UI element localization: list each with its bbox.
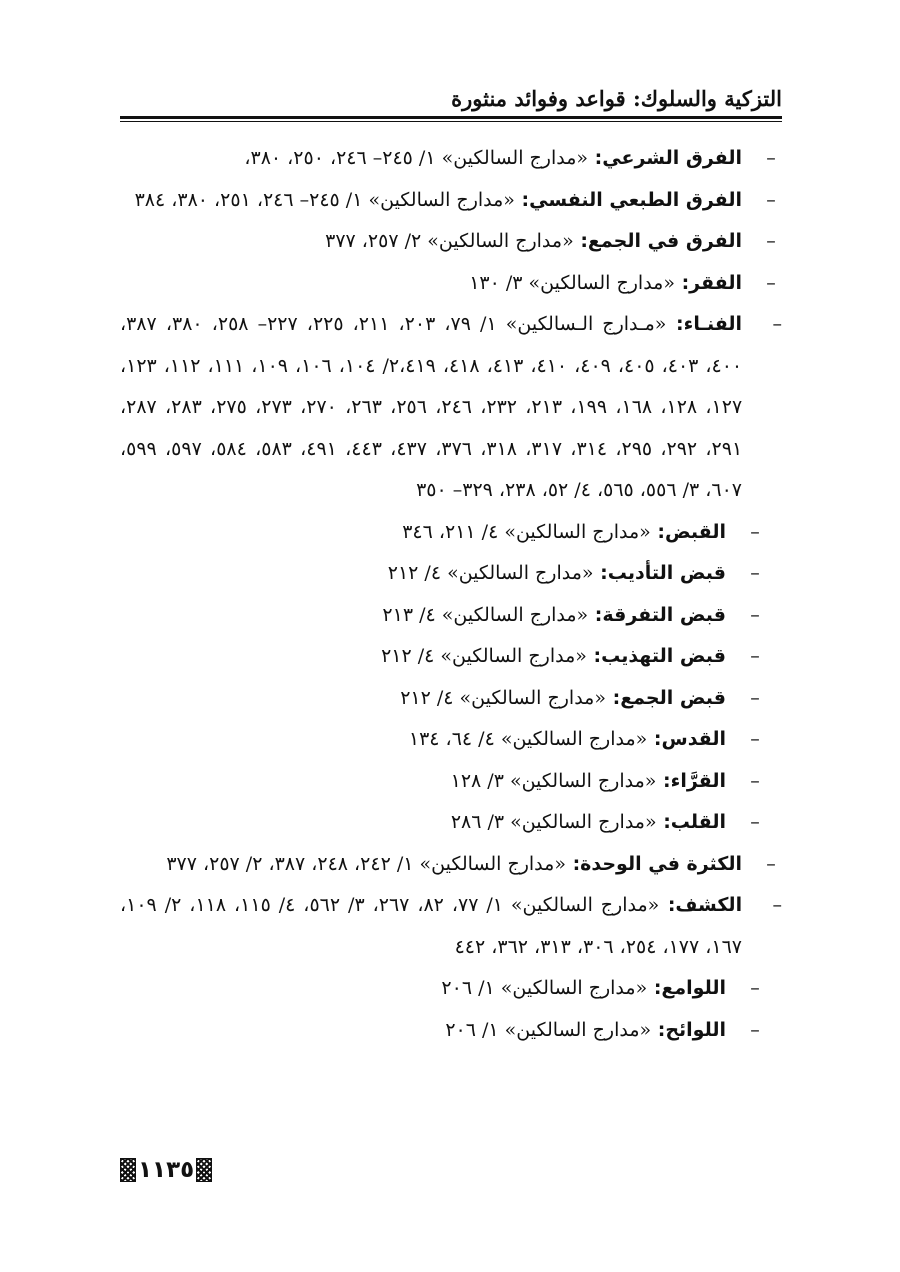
- entry-dash: –: [750, 977, 760, 999]
- entry-references: «مدارج السالكين» ٤/ ٢١٢: [400, 686, 606, 709]
- entry-term: قبض التفرقة:: [588, 603, 726, 626]
- index-entry: [120, 180, 782, 222]
- index-entry: [120, 636, 782, 678]
- entry-dash: –: [766, 271, 776, 294]
- entry-dash: –: [766, 230, 776, 252]
- entry-term: القدس:: [647, 728, 726, 750]
- index-entry: [120, 1010, 782, 1052]
- entry-references: «مدارج السالكين» ١/ ٢٤٥– ٢٤٦، ٢٥١، ٣٨٠، ٣٨٤: [134, 188, 515, 211]
- page-number-block: [120, 1152, 212, 1188]
- entry-references: «مدارج السالكين» ٤/ ٢١٢: [381, 645, 587, 667]
- entry-dash: –: [766, 147, 776, 169]
- entry-term: قبض التهذيب:: [586, 645, 726, 667]
- entry-term: الفرق في الجمع:: [573, 230, 742, 252]
- entry-dash: –: [750, 603, 760, 626]
- index-entry: [120, 885, 782, 968]
- entry-references: «مـدارج الـسالكين» ١/ ٧٩، ٢٠٣، ٢١١، ٢٢٥، ٢٢٧– ٢٥٨، ٣٨٠، ٣٨٧، ٤٠٠، ٤٠٣، ٤٠٥، ٤٠٩، ٤١٠، ٤١٣، ٤١٨، ٢،٤١٩/ ١٠٤، ١٠٦، ١٠٩، ١١١، ١١٢، ١٢٣، ١٢٧، ١٢٨، ١٦٨، ١٩٩، ٢١٣، ٢٣٢، ٢٤٦، ٢٥٦، ٢٦٣، ٢٧٠، ٢٧٣، ٢٧٥، ٢٨٣، ٢٨٧، ٢٩١، ٢٩٢، ٢٩٥، ٣١٤، ٣١٧، ٣١٨، ٣٧٦، ٤٣٧، ٤٤٣، ٤٩١، ٥٨٣، ٥٨٤، ٥٩٧، ٥٩٩، ٦٠٧، ٣/ ٥٥٦، ٥٦٥، ٤/ ٥٢، ٢٣٨، ٣٢٩– ٣٥٠: [120, 313, 743, 501]
- index-entry: [120, 844, 782, 886]
- entry-dash: –: [750, 562, 760, 584]
- header-rule-thin: [120, 121, 782, 122]
- entry-references: «مدارج السالكين» ١/ ٢٤٢، ٢٤٨، ٣٨٧، ٢/ ٢٥٧، ٣٧٧: [166, 852, 566, 875]
- entry-dash: –: [766, 852, 776, 875]
- entry-references: «مدارج السالكين» ١/ ٢٤٥– ٢٤٦، ٢٥٠، ٣٨٠،: [244, 147, 589, 169]
- entry-references: «مدارج السالكين» ١/ ٧٧، ٨٢، ٢٦٧، ٣/ ٥٦٢، ٤/ ١١٥، ١١٨، ٢/ ١٠٩، ١٦٧، ١٧٧، ٢٥٤، ٣٠٦، ٣١٣، ٣٦٢، ٤٤٢: [120, 894, 742, 958]
- index-entry: [120, 304, 782, 512]
- page-number: ١١٣٥: [138, 1157, 195, 1183]
- entry-term: القلب:: [656, 811, 726, 833]
- index-entries: [120, 138, 782, 1051]
- entry-references: «مدارج السالكين» ١/ ٢٠٦: [445, 1018, 652, 1041]
- entry-references: «مدارج السالكين» ٢/ ٢٥٧، ٣٧٧: [325, 230, 574, 252]
- entry-dash: –: [750, 769, 760, 792]
- entry-term: الفرق الشرعي:: [588, 147, 742, 169]
- entry-references: «مدارج السالكين» ٤/ ٢١٣: [382, 603, 589, 626]
- index-entry: [120, 263, 782, 305]
- entry-term: الفرق الطبعي النفسي:: [514, 188, 742, 211]
- entry-dash: –: [750, 728, 760, 750]
- entry-term: القرَّاء:: [656, 769, 726, 792]
- entry-term: القبض:: [650, 520, 726, 543]
- entry-dash: –: [750, 645, 760, 667]
- entry-dash: –: [772, 894, 782, 916]
- page-header: [120, 84, 782, 124]
- header-rule-thick: [120, 116, 782, 119]
- entry-dash: –: [750, 1018, 760, 1041]
- entry-references: «مدارج السالكين» ٣/ ١٢٨: [450, 769, 657, 792]
- entry-dash: –: [750, 686, 760, 709]
- ornament-right-icon: [196, 1158, 212, 1182]
- index-entry: [120, 512, 782, 554]
- entry-term: قبض التأديب:: [593, 562, 726, 584]
- entry-term: اللوائح:: [651, 1018, 726, 1041]
- entry-term: قبض الجمع:: [605, 686, 726, 709]
- entry-dash: –: [750, 811, 760, 833]
- index-entry: [120, 678, 782, 720]
- entry-references: «مدارج السالكين» ٤/ ٢١٢: [387, 562, 594, 584]
- entry-term: الفقر:: [674, 271, 742, 294]
- entry-dash: –: [750, 520, 760, 543]
- index-entry: [120, 802, 782, 844]
- entry-dash: –: [772, 313, 782, 335]
- entry-term: الكشف:: [659, 894, 743, 916]
- index-entry: [120, 719, 782, 761]
- entry-references: «مدارج السالكين» ٤/ ٢١١، ٣٤٦: [402, 520, 651, 543]
- entry-references: «مدارج السالكين» ١/ ٢٠٦: [441, 977, 648, 999]
- entry-term: اللوامع:: [647, 977, 726, 999]
- index-entry: [120, 553, 782, 595]
- entry-term: الفنـاء:: [666, 313, 743, 335]
- entry-dash: –: [766, 188, 776, 211]
- index-entry: [120, 968, 782, 1010]
- ornament-left-icon: [120, 1158, 136, 1182]
- entry-references: «مدارج السالكين» ٣/ ٢٨٦: [450, 811, 657, 833]
- index-entry: [120, 761, 782, 803]
- index-entry: [120, 138, 782, 180]
- entry-term: الكثرة في الوحدة:: [565, 852, 742, 875]
- entry-references: «مدارج السالكين» ٣/ ١٣٠: [469, 271, 675, 294]
- index-entry: [120, 595, 782, 637]
- entry-references: «مدارج السالكين» ٤/ ٦٤، ١٣٤: [408, 728, 648, 750]
- index-entry: [120, 221, 782, 263]
- running-header-title: التزكية والسلوك: قواعد وفوائد منثورة: [451, 86, 782, 111]
